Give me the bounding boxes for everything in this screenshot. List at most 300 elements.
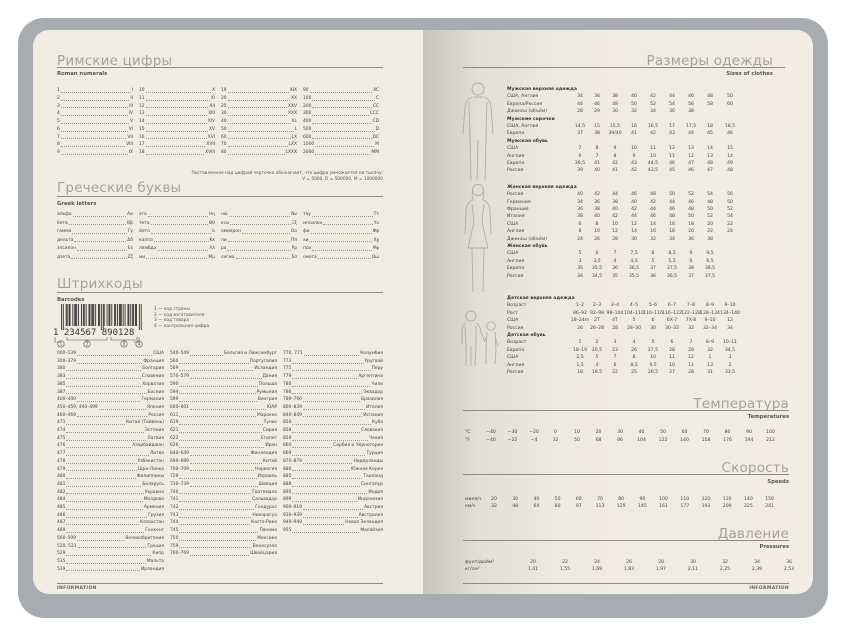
dot-leader (292, 498, 356, 502)
clothes-cell: 9 (632, 153, 636, 159)
barcode-country-row (170, 365, 277, 373)
row-key: 599 (170, 397, 179, 403)
barcode-country-row (283, 396, 383, 404)
fahrenheit-cell: 32 (552, 438, 559, 443)
row-value: Mμ (208, 254, 215, 260)
clothes-cell: 37,5 (704, 273, 716, 279)
row-key: 759 (170, 543, 179, 549)
barcode-country-row (283, 504, 383, 512)
barcode-bar (90, 304, 91, 326)
clothes-cell: 24 (727, 229, 733, 235)
barcode-country-row (57, 365, 164, 373)
barcode-mark-1: 1 (59, 341, 63, 347)
clothes-cell: 10–11 (723, 340, 737, 346)
kgcm-label: кг/см² (465, 567, 480, 572)
kgcm-cell: 1,41 (527, 567, 539, 572)
greek-row (303, 220, 379, 228)
clothes-cell: 4 (613, 258, 617, 264)
row-value: Норвегия (255, 466, 277, 472)
fahrenheit-cell: 176 (723, 438, 732, 443)
clothes-cell: 30–32 (665, 325, 679, 331)
barcode-country-row (57, 566, 164, 574)
dot-leader (179, 413, 256, 417)
clothes-cell: 18 (688, 221, 694, 227)
row-key: 489 (57, 528, 66, 534)
psi-cell: 24 (594, 560, 600, 565)
row-value: V (129, 119, 133, 124)
fahrenheit-cell: 122 (658, 438, 668, 443)
celsius-cell: 100 (766, 430, 775, 435)
fahrenheit-cell: 158 (701, 438, 711, 443)
barcode-country-row (57, 442, 164, 450)
row-value: Ψψ (372, 246, 379, 251)
dot-leader (303, 398, 360, 402)
clothes-cell: 39 (577, 168, 583, 174)
row-value: Бразилия (361, 397, 383, 403)
roman-row (303, 134, 379, 142)
row-key: 000–139 (57, 351, 76, 356)
clothes-cell: 8–9 (705, 303, 715, 309)
clothes-row-label: Возраст (507, 303, 527, 309)
clothes-cell: 27,5 (647, 347, 659, 353)
roman-row (221, 87, 297, 95)
clothes-row-label: Англия (507, 229, 525, 235)
kgcm-cell: 2,39 (751, 567, 763, 572)
row-key: 786 (283, 389, 292, 395)
barcode-country-row (170, 519, 277, 527)
clothes-cell: 9 (689, 251, 693, 257)
clothes-cell: 86–92 (573, 310, 587, 316)
row-value: Ξξ (291, 220, 297, 226)
row-key: 300 (303, 111, 312, 117)
dot-leader (179, 367, 253, 371)
clothes-cell: 14 (707, 146, 713, 152)
dot-leader (146, 89, 211, 93)
clothes-cell: 40 (631, 199, 637, 205)
barcode-country-row (57, 458, 164, 466)
psi-cell: 32 (722, 560, 728, 565)
row-value: III (129, 103, 133, 109)
row-key: 569 (170, 366, 179, 372)
clothes-cell: 42 (594, 192, 600, 198)
row-key: 840–849 (283, 412, 302, 418)
roman-row (221, 118, 297, 126)
barcode-country-row (170, 481, 277, 489)
row-value: Чили (371, 381, 383, 387)
clothes-cell: 16 (631, 124, 637, 129)
clothes-cell: 36 (669, 109, 675, 115)
row-key: 5 (57, 119, 60, 124)
barcode-bar (91, 304, 92, 326)
barcode-bar (81, 304, 82, 326)
kmh-cell: 161 (659, 504, 668, 509)
roman-row (139, 110, 215, 118)
dot-leader (146, 255, 207, 259)
row-key: 640–649 (170, 451, 189, 457)
clothes-cell: 6 (595, 251, 599, 257)
clothes-cell: 12 (727, 318, 733, 324)
row-key: 400–440 (57, 397, 76, 403)
greek-row (303, 237, 379, 245)
clothes-cell: 1 (708, 355, 712, 361)
psi-cell: 28 (658, 560, 664, 565)
clothes-cell: 15,5 (609, 124, 621, 129)
clothes-cell: 46 (594, 101, 600, 107)
dot-leader (66, 521, 139, 525)
clothes-cell: 2T (594, 318, 600, 324)
barcode-bar (128, 304, 129, 326)
clothes-cell: 37 (688, 273, 694, 279)
clothes-cell: 37 (577, 131, 583, 137)
row-value: Словакия (361, 428, 383, 433)
psi-cell: 26 (626, 560, 632, 565)
clothes-row-label: Мужская обувь (507, 138, 548, 144)
dot-leader (228, 120, 291, 124)
celsius-cell: 90 (746, 430, 752, 435)
row-value: XVII (206, 142, 215, 148)
barcode-bar (92, 304, 93, 326)
barcode-bar (107, 304, 108, 326)
clothes-cell: 40 (594, 168, 600, 174)
clothes-cell: 5 (651, 340, 655, 346)
greek-row (139, 254, 215, 262)
roman-subtitle: Roman numerals (57, 71, 108, 77)
clothes-cell: 45 (669, 168, 675, 174)
kmh-cell: 241 (765, 504, 774, 509)
dot-leader (66, 567, 140, 571)
barcode-country-row (170, 381, 277, 389)
clothes-cell: 38 (594, 131, 600, 137)
row-value: Xχ (373, 237, 379, 243)
row-value: Aα (127, 212, 133, 217)
row-key: 789–790 (283, 397, 302, 403)
row-value: Исландия (254, 366, 277, 372)
barcode-country-row (283, 466, 383, 474)
clothes-cell: 19,5 (591, 370, 603, 375)
dot-leader (77, 352, 152, 356)
row-value: LX (291, 134, 297, 140)
row-value: Великобритания (125, 535, 164, 541)
roman-row (303, 118, 379, 126)
clothes-cell: 50 (688, 214, 694, 220)
clothes-cell: 18–19 (573, 347, 587, 353)
dot-leader (228, 104, 287, 108)
clothes-cell: 35,5 (628, 273, 640, 279)
row-key: 4 (57, 111, 60, 117)
row-key: 7 (57, 134, 60, 140)
clothes-cell: 34 (650, 109, 656, 115)
clothes-cell: 16 (669, 221, 675, 227)
dot-leader (61, 135, 127, 139)
row-value: X (211, 88, 215, 93)
clothes-cell: 34 (577, 199, 583, 205)
row-value: Южная Корея (350, 466, 383, 472)
row-key: 487 (57, 520, 66, 526)
row-key: 500 (303, 126, 312, 132)
clothes-cell: 6 (613, 362, 617, 368)
kmh-cell: 97 (575, 504, 582, 509)
barcode-country-row (57, 450, 164, 458)
roman-row (57, 103, 133, 111)
barcode-bar (86, 304, 87, 326)
clothes-cell: 48 (707, 199, 713, 205)
clothes-cell: 46 (631, 192, 637, 198)
kmh-cell: 145 (638, 504, 647, 509)
kmh-cell: 32 (491, 504, 497, 509)
barcode-country-row (283, 381, 383, 389)
row-key: 729 (170, 474, 179, 480)
row-value: Турция (366, 451, 383, 457)
row-value: Австрия (364, 505, 383, 510)
roman-row (57, 134, 133, 142)
row-key: 25 (221, 103, 227, 109)
clothes-row-label: Мужские сорочки (507, 116, 555, 122)
clothes-cell: 42 (650, 131, 656, 137)
row-value: Италия (366, 404, 383, 410)
barcode-country-row (170, 535, 277, 543)
clothes-cell: 7 (578, 146, 582, 152)
row-key: 880 (283, 466, 292, 472)
roman-note-line-2: V = 5000, D = 500000, M = 1000000 (302, 176, 383, 182)
barcode-bar (84, 304, 85, 326)
clothes-cell: 36,5 (628, 266, 640, 272)
barcode-country-row (57, 419, 164, 427)
speed-title: Скорость (721, 460, 789, 476)
row-value: Pρ (291, 246, 297, 251)
row-key: 770, 771 (283, 351, 303, 356)
row-value: Таиланд (363, 474, 383, 480)
row-key: 70 (221, 142, 227, 148)
clothes-cell: 12 (631, 221, 637, 227)
dot-leader (66, 514, 147, 518)
row-key: 16 (139, 134, 145, 140)
dot-leader (77, 360, 142, 364)
clothes-cell: 4,5 (630, 258, 638, 264)
greek-row (221, 245, 297, 253)
clothes-row-label: Женская обувь (507, 244, 548, 249)
row-key: 594 (170, 389, 179, 395)
clothes-row-label: Россия (507, 192, 524, 198)
row-key: 619 (170, 420, 179, 426)
row-key: 3 (57, 103, 60, 109)
roman-row (303, 110, 379, 118)
row-key: 15 (139, 126, 145, 132)
row-value: Zζ (127, 254, 133, 260)
clothes-cell: 8 (632, 355, 636, 361)
row-value: Эквадор (363, 389, 383, 395)
roman-row (221, 126, 297, 134)
dot-leader (228, 97, 290, 101)
clothes-cell: 46 (669, 161, 675, 166)
barcode-country-row (170, 396, 277, 404)
clothes-cell: 27 (669, 370, 675, 375)
row-key: 484 (57, 497, 66, 503)
barcode-country-row (283, 489, 383, 497)
barcode-country-row (57, 412, 164, 420)
dot-leader (315, 143, 374, 147)
dot-leader (146, 112, 208, 116)
dot-leader (190, 452, 250, 456)
barcode-bar (83, 304, 84, 326)
mph-cell: 100 (659, 497, 668, 502)
clothes-cell: 11 (669, 153, 675, 159)
row-value: Чехия (369, 435, 383, 441)
clothes-row-label: Женская верхняя одежда (507, 184, 577, 190)
roman-row (221, 103, 297, 111)
celsius-cell: 70 (703, 430, 709, 435)
kmh-cell: 193 (701, 504, 711, 509)
clothes-cell: 44,5 (647, 161, 659, 166)
clothes-cell: 43 (669, 131, 675, 137)
dot-leader (315, 151, 370, 155)
dot-leader (312, 104, 371, 108)
fahrenheit-cell: 68 (595, 438, 602, 443)
clothes-cell: 9,5 (649, 362, 657, 368)
row-value: Шри-Ланка (137, 466, 164, 472)
dot-leader (61, 151, 128, 155)
divider (57, 292, 383, 293)
barcode-country-row (283, 389, 383, 397)
clothes-cell: 9,5 (706, 251, 714, 257)
row-key: пи (221, 237, 227, 243)
clothes-cell: 29 (594, 109, 600, 115)
barcode-country-row (170, 489, 277, 497)
clothes-cell: 38 (612, 94, 618, 100)
dot-leader (292, 475, 362, 479)
dot-leader (66, 367, 141, 371)
dot-leader (292, 360, 363, 364)
mph-cell: 60 (575, 497, 582, 502)
barcode-country-row (283, 450, 383, 458)
row-value: MM (371, 150, 379, 155)
clothes-row-label: Детская верхняя одежда (507, 296, 575, 301)
row-key: 18 (139, 150, 145, 155)
clothes-cell: 54 (727, 214, 733, 220)
footer-label: INFORMATION (57, 586, 97, 591)
roman-row (139, 95, 215, 103)
clothes-cell: 12 (669, 146, 675, 152)
row-key: 50 (221, 126, 227, 132)
row-value: Швейцария (250, 551, 277, 557)
barcode-country-row (57, 543, 164, 551)
clothes-cell: 33,5 (724, 370, 736, 375)
roman-row (303, 103, 379, 111)
clothes-row-label: Германия (507, 199, 531, 205)
dot-leader (157, 247, 208, 251)
clothes-cell: 22 (727, 221, 733, 227)
row-key: тета (139, 220, 150, 226)
clothes-cell: 8,5 (630, 362, 638, 368)
barcode-country-row (57, 381, 164, 389)
celsius-cell: −30 (507, 430, 518, 435)
row-key: пси (303, 246, 312, 251)
temperature-subtitle: Temperatures (747, 414, 789, 420)
clothes-cell: 8 (651, 251, 655, 257)
row-value: XII (209, 103, 215, 109)
row-key: 485 (57, 505, 66, 510)
clothes-cell: 26 (631, 347, 637, 353)
dot-leader (179, 429, 261, 433)
dot-leader (146, 104, 209, 108)
row-key: 100 (303, 95, 312, 101)
barcode-bar (95, 304, 96, 326)
row-key: 779 (283, 374, 292, 380)
row-key: 800–839 (283, 404, 302, 410)
row-key: 13 (139, 111, 145, 117)
dot-leader (303, 506, 363, 510)
clothes-cell: 46 (688, 199, 694, 205)
clothes-cell: 3 (613, 340, 617, 346)
clothes-cell: 44 (688, 131, 694, 137)
clothes-cell: 7 (613, 355, 617, 361)
barcode-country-row (283, 365, 383, 373)
row-key: 611 (170, 412, 179, 418)
barcode-country-row (57, 404, 164, 412)
clothes-cell: 4 (595, 362, 599, 368)
dot-leader (66, 467, 136, 471)
greek-row (221, 237, 297, 245)
clothes-cell: 42 (631, 207, 637, 212)
clothes-cell: 47 (688, 161, 694, 166)
clothes-cell: 7–8 (686, 303, 696, 309)
greek-row (303, 245, 379, 253)
barcode-country-row (283, 404, 383, 412)
clothes-cell: 12 (688, 153, 694, 159)
barcode-bar (139, 304, 140, 330)
clothes-cell: 6–7 (667, 303, 677, 309)
clothes-cell: 17 (669, 124, 675, 129)
roman-row (221, 149, 297, 157)
clothes-cell: 122–128 (681, 310, 701, 316)
dot-leader (303, 460, 352, 464)
dot-leader (228, 151, 285, 155)
clothes-cell: 28 (669, 347, 675, 353)
dot-leader (179, 490, 251, 494)
dot-leader (66, 475, 135, 479)
row-value: IX (128, 150, 133, 155)
row-value: Kκ (209, 237, 215, 243)
dot-leader (61, 120, 129, 124)
clothes-cell: 37 (650, 266, 656, 272)
dot-leader (151, 230, 211, 234)
dot-leader (179, 360, 248, 364)
dot-leader (179, 475, 256, 479)
clothes-cell: 28 (612, 325, 618, 331)
row-value: Коста-Рика (251, 520, 277, 526)
clothes-cell: 8–9 (705, 340, 715, 346)
row-key: 742 (170, 505, 179, 510)
clothes-cell: 10 (669, 362, 675, 368)
row-key: 400 (303, 119, 312, 124)
mph-cell: 140 (744, 497, 753, 502)
clothes-cell: 5,5 (668, 258, 676, 264)
dot-leader (292, 483, 360, 487)
dot-leader (303, 521, 344, 525)
row-value: Китай (262, 458, 277, 464)
barcode-bar (136, 304, 137, 326)
row-value: Малайзия (360, 528, 383, 534)
row-key: 775 (283, 366, 292, 372)
dot-leader (292, 467, 349, 471)
dot-leader (190, 460, 262, 464)
clothes-cell: 28–30 (627, 325, 641, 331)
row-key: гамма (57, 229, 72, 234)
dot-leader (179, 444, 264, 448)
row-key: 626 (170, 443, 179, 449)
dot-leader (312, 112, 368, 116)
clothes-cell: 14 (727, 153, 733, 159)
roman-row (57, 87, 133, 95)
